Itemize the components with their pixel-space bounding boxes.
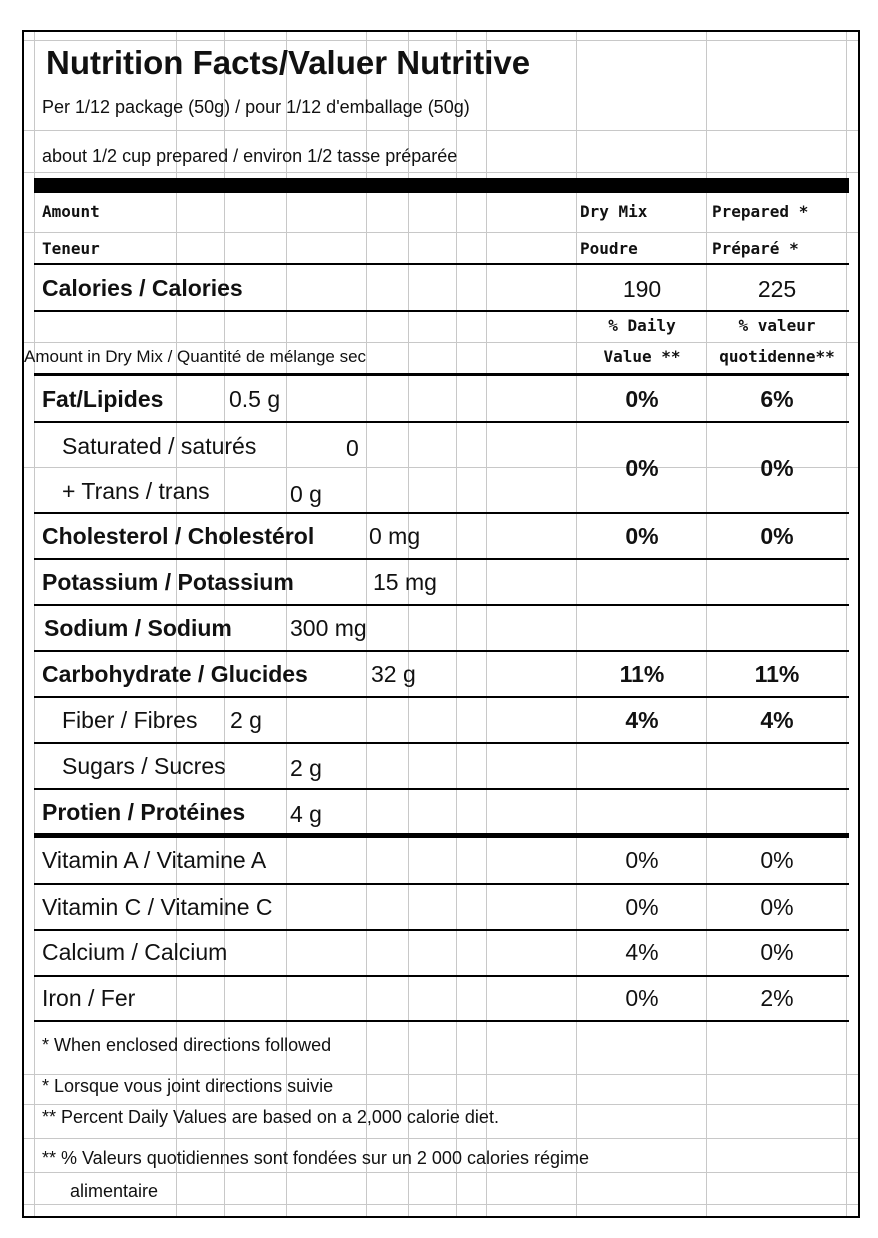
heavy-divider (34, 178, 849, 193)
calcium-label: Calcium / Calcium (42, 939, 228, 965)
valeur-header-1: % valeur (738, 316, 816, 335)
daily-value-header-1: % Daily (608, 316, 676, 335)
poudre-header: Poudre (580, 239, 638, 258)
calcium-dry-dv: 4% (625, 939, 659, 965)
footnote-3: ** Percent Daily Values are based on a 2,000 calorie diet. (42, 1107, 499, 1127)
footnote-4: ** % Valeurs quotidiennes sont fondées sur un 2 000 calories régime (42, 1148, 589, 1168)
fiber-label: Fiber / Fibres (62, 707, 198, 733)
potassium-amount: 15 mg (373, 569, 437, 595)
amount-dry-mix-header: Amount in Dry Mix / Quantité de mélange sec (24, 347, 367, 366)
potassium-label: Potassium / Potassium (42, 569, 294, 595)
fiber-prepared-dv: 4% (760, 707, 794, 733)
fat-amount: 0.5 g (229, 386, 281, 412)
trans-amount: 0 g (290, 481, 322, 507)
label-title: Nutrition Facts/Valuer Nutritive (46, 44, 531, 81)
sugars-label: Sugars / Sucres (62, 753, 226, 779)
sat-trans-prepared-dv: 0% (760, 455, 794, 481)
vitamin-c-dry-dv: 0% (625, 894, 659, 920)
calcium-prepared-dv: 0% (760, 939, 794, 965)
saturated-label: Saturated / saturés (62, 433, 257, 459)
sodium-label: Sodium / Sodium (44, 615, 232, 641)
calories-prepared-value: 225 (757, 276, 797, 302)
footnote-1: * When enclosed directions followed (42, 1035, 332, 1055)
carbohydrate-label: Carbohydrate / Glucides (42, 661, 308, 687)
serving-size-line-1: Per 1/12 package (50g) / pour 1/12 d'emballage (50g) (42, 97, 470, 117)
protein-label: Protien / Protéines (42, 799, 246, 825)
valeur-header-2: quotidenne** (719, 347, 835, 366)
cholesterol-dry-dv: 0% (625, 523, 659, 549)
iron-prepared-dv: 2% (760, 985, 794, 1011)
footnote-5: alimentaire (70, 1181, 159, 1201)
fat-prepared-dv: 6% (760, 386, 794, 412)
fiber-dry-dv: 4% (625, 707, 659, 733)
calories-label: Calories / Calories (42, 275, 243, 301)
vitamin-a-label: Vitamin A / Vitamine A (42, 847, 267, 873)
cholesterol-prepared-dv: 0% (760, 523, 794, 549)
trans-label: + Trans / trans (62, 478, 210, 504)
iron-label: Iron / Fer (42, 985, 136, 1011)
prepared-header: Prepared * (712, 202, 809, 221)
sodium-amount: 300 mg (290, 615, 367, 641)
prepare-header: Préparé * (712, 239, 799, 258)
iron-dry-dv: 0% (625, 985, 659, 1011)
protein-amount: 4 g (290, 801, 322, 827)
fiber-amount: 2 g (230, 707, 262, 733)
vitamin-a-dry-dv: 0% (625, 847, 659, 873)
serving-size-line-2: about 1/2 cup prepared / environ 1/2 tasse préparée (42, 146, 458, 166)
nutrition-label (22, 30, 860, 1218)
carbohydrate-dry-dv: 11% (619, 661, 665, 687)
footnote-2: * Lorsque vous joint directions suivie (42, 1076, 334, 1096)
sat-trans-dry-dv: 0% (625, 455, 659, 481)
calories-dry-value: 190 (622, 276, 662, 302)
amount-header: Amount (42, 202, 100, 221)
fat-dry-dv: 0% (625, 386, 659, 412)
fat-label: Fat/Lipides (42, 386, 164, 412)
vitamin-a-prepared-dv: 0% (760, 847, 794, 873)
carbohydrate-prepared-dv: 11% (754, 661, 800, 687)
carbohydrate-amount: 32 g (371, 661, 416, 687)
vitamin-divider (34, 833, 849, 838)
saturated-amount: 0 (346, 435, 359, 461)
vitamin-c-prepared-dv: 0% (760, 894, 794, 920)
dry-mix-header: Dry Mix (580, 202, 648, 221)
sugars-amount: 2 g (290, 755, 322, 781)
vitamin-c-label: Vitamin C / Vitamine C (42, 894, 273, 920)
teneur-header: Teneur (42, 239, 100, 258)
cholesterol-amount: 0 mg (369, 523, 421, 549)
daily-value-header-2: Value ** (603, 347, 681, 366)
cholesterol-label: Cholesterol / Cholestérol (42, 525, 315, 548)
